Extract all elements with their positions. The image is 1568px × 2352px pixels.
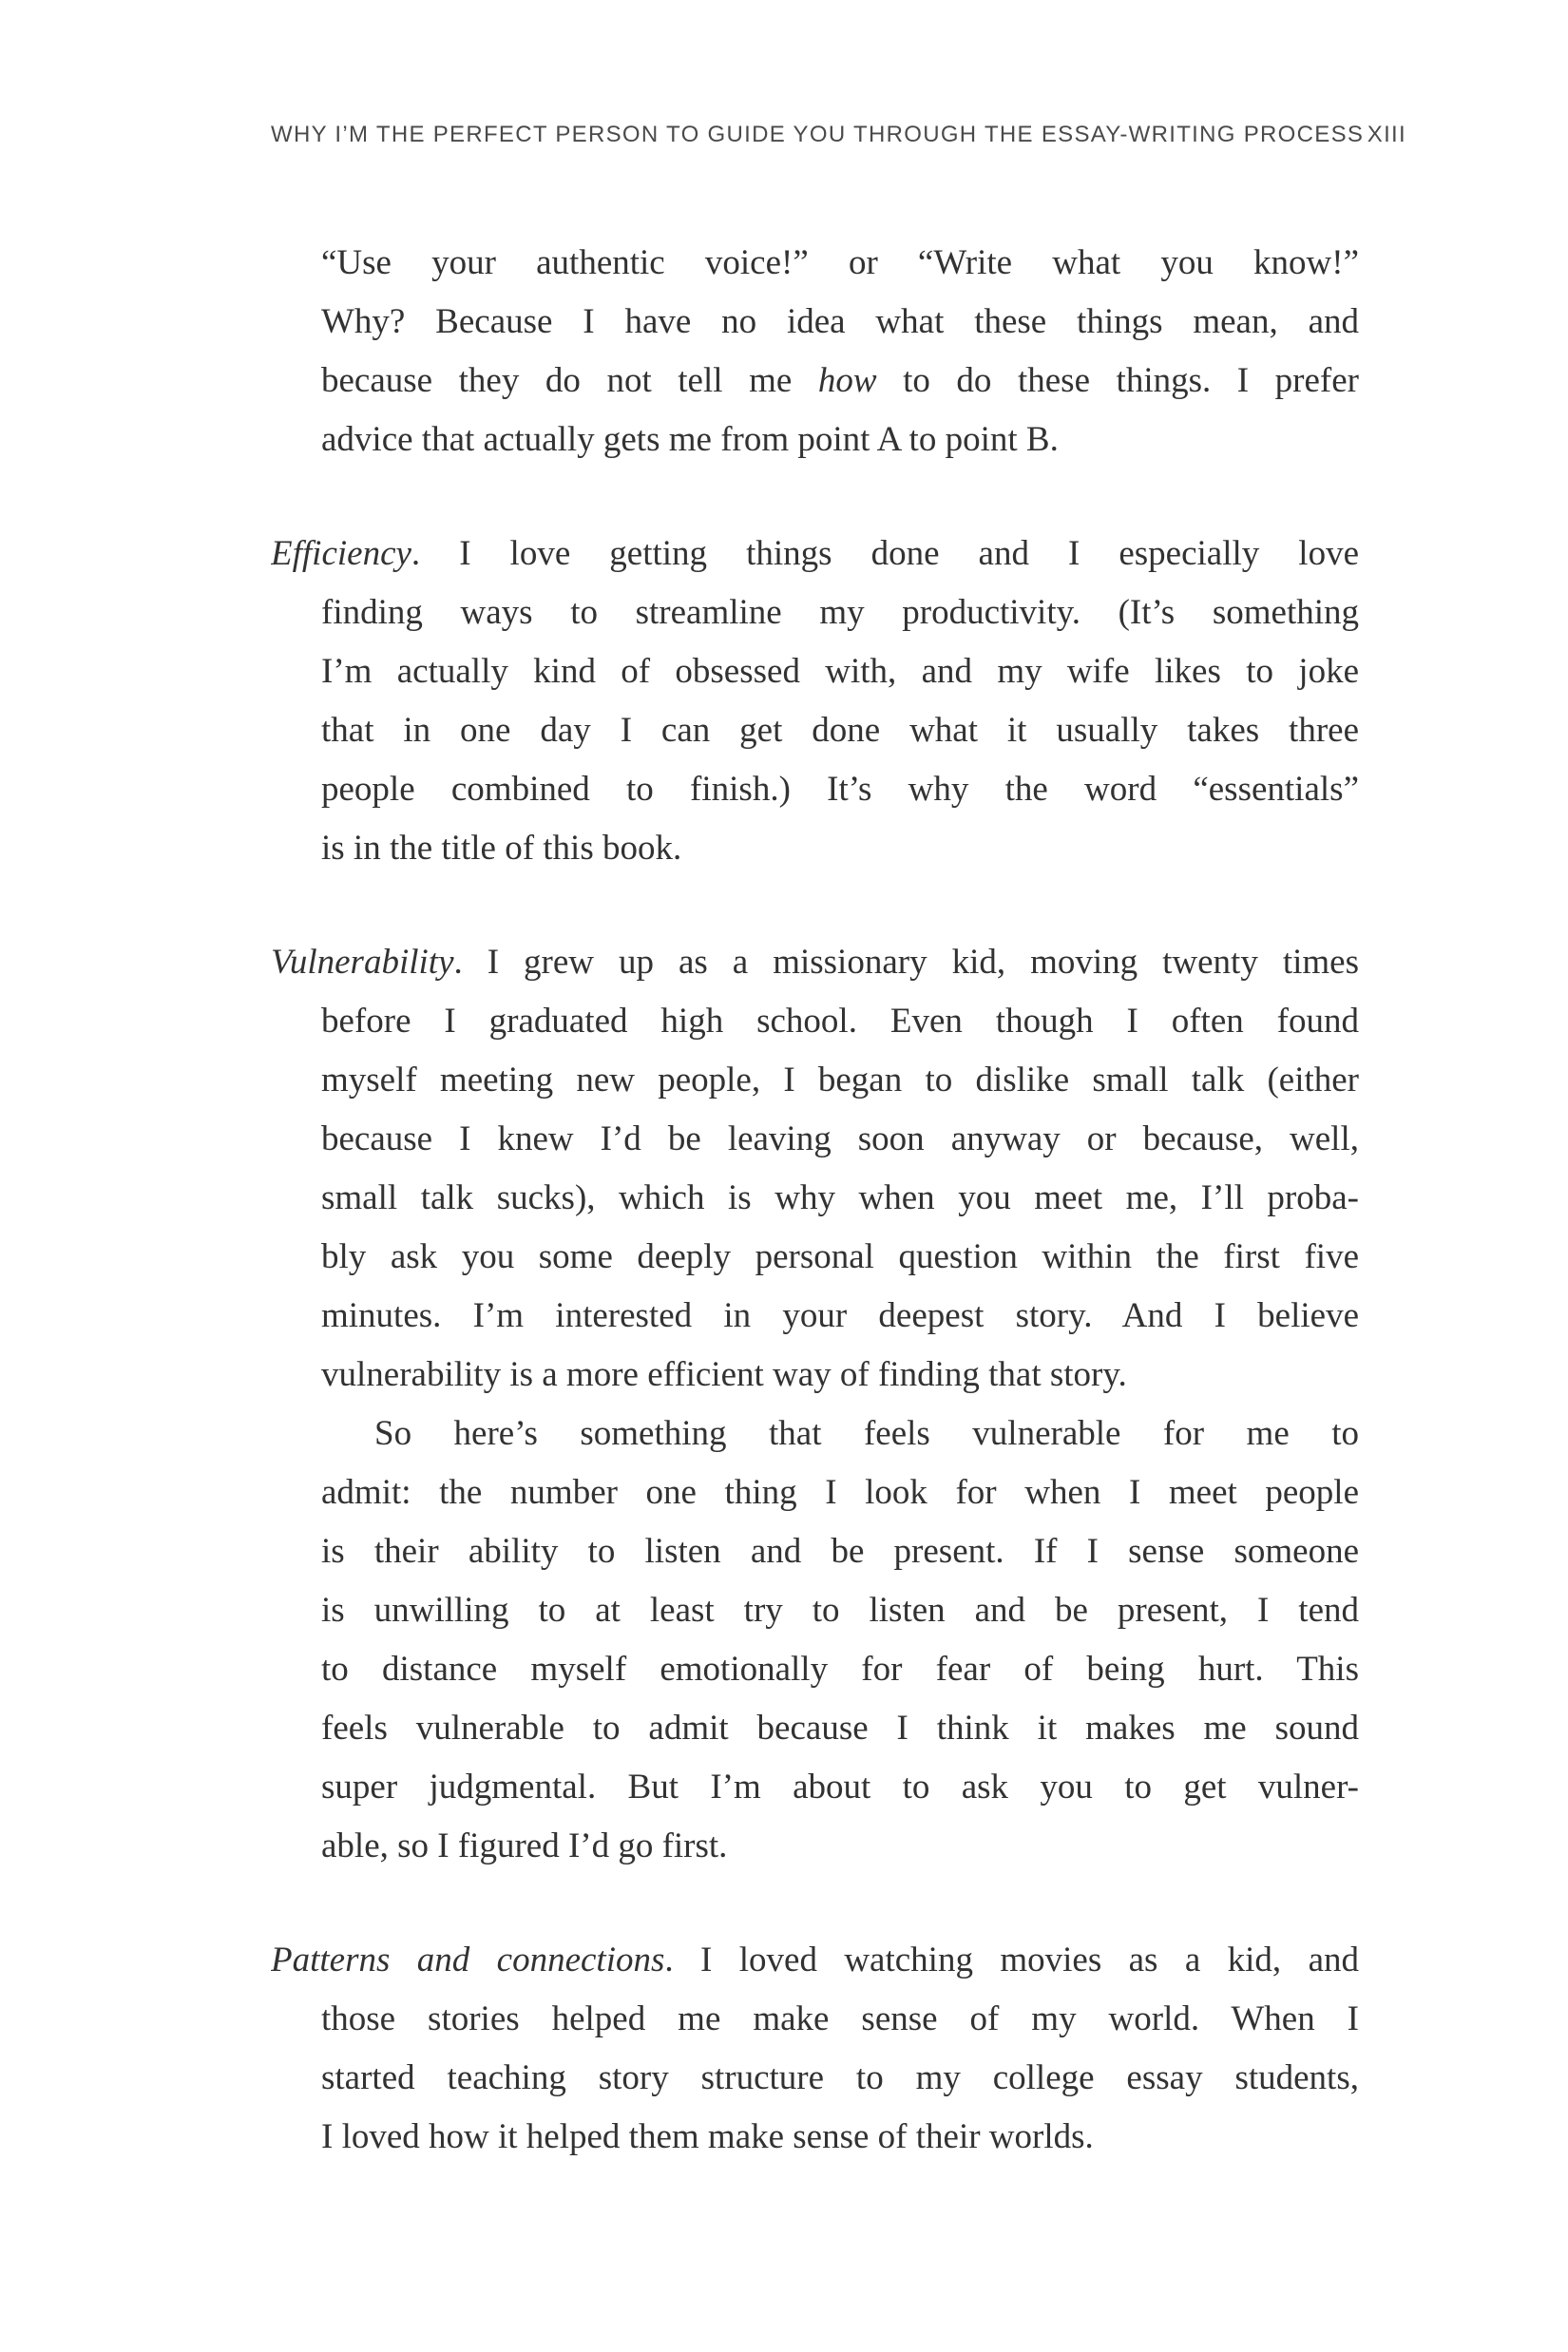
- text-line: [321, 701, 1359, 760]
- text-segment: I’m actually kind of obsessed with, and my wife likes to joke: [321, 652, 1359, 691]
- paragraph: [271, 1405, 1359, 1876]
- text-segment: is in the title of this book.: [321, 829, 682, 868]
- text-line: [321, 1699, 1359, 1758]
- text-segment: because I knew I’d be leaving soon anyway or because, well,: [321, 1119, 1359, 1158]
- text-segment: feels vulnerable to admit because I think it makes me sound: [321, 1709, 1359, 1748]
- text-line: [321, 1169, 1359, 1228]
- text-line: [321, 1110, 1359, 1169]
- running-head-title: WHY I’M THE PERFECT PERSON TO GUIDE YOU THROUGH THE ESSAY-WRITING PROCESS: [271, 122, 1365, 147]
- text-segment: is unwilling to at least try to listen and be present, I tend: [321, 1591, 1359, 1630]
- page-number: XIII: [1367, 122, 1406, 147]
- paragraph: [271, 1931, 1359, 2167]
- text-line: [271, 1931, 1359, 1990]
- text-line: [321, 411, 1359, 469]
- text-line: [321, 1463, 1359, 1522]
- text-line: [321, 1287, 1359, 1346]
- text-segment: that in one day I can get done what it usually takes three: [321, 711, 1359, 750]
- text-segment: So here’s something that feels vulnerable for me to: [374, 1414, 1359, 1453]
- text-segment: people combined to finish.) It’s why the word “essentials”: [321, 770, 1359, 809]
- text-line: [321, 992, 1359, 1051]
- text-segment: . I loved watching movies as a kid, and: [664, 1941, 1359, 1979]
- text-line: [321, 819, 1359, 878]
- text-segment: advice that actually gets me from point A to point B.: [321, 420, 1059, 459]
- text-segment: to do these things. I prefer: [876, 361, 1359, 400]
- paragraph: [271, 234, 1359, 469]
- text-segment: myself meeting new people, I began to dislike small talk (either: [321, 1061, 1359, 1100]
- text-line: [321, 2049, 1359, 2108]
- text-segment: super judgmental. But I’m about to ask you to get vulner-: [321, 1768, 1359, 1807]
- text-line: [321, 1990, 1359, 2049]
- italic-text-segment: Efficiency: [271, 534, 411, 573]
- text-line: [321, 1405, 1359, 1463]
- text-line: [321, 1522, 1359, 1581]
- italic-text-segment: Vulnerability: [271, 943, 454, 982]
- text-line: [321, 352, 1359, 411]
- paragraph: [271, 525, 1359, 878]
- text-segment: started teaching story structure to my college essay students,: [321, 2058, 1359, 2097]
- text-segment: finding ways to streamline my productivity. (It’s something: [321, 593, 1359, 632]
- text-line: [271, 525, 1359, 583]
- page-body: [271, 234, 1359, 2167]
- text-line: [321, 1228, 1359, 1287]
- text-line: [321, 1758, 1359, 1817]
- text-segment: bly ask you some deeply personal question within the first five: [321, 1237, 1359, 1276]
- italic-text-segment: how: [817, 361, 877, 400]
- text-line: [321, 760, 1359, 819]
- text-segment: “Use your authentic voice!” or “Write what you know!”: [321, 243, 1359, 282]
- paragraph: [271, 933, 1359, 1405]
- text-segment: . I grew up as a missionary kid, moving twenty times: [453, 943, 1359, 982]
- text-segment: . I love getting things done and I especially love: [411, 534, 1359, 573]
- text-line: [321, 1817, 1359, 1876]
- text-segment: to distance myself emotionally for fear of being hurt. This: [321, 1650, 1359, 1689]
- text-segment: vulnerability is a more efficient way of finding that story.: [321, 1355, 1127, 1394]
- text-segment: small talk sucks), which is why when you meet me, I’ll proba-: [321, 1178, 1359, 1217]
- text-line: [321, 1581, 1359, 1640]
- text-segment: I loved how it helped them make sense of their worlds.: [321, 2117, 1094, 2156]
- text-line: [321, 583, 1359, 642]
- text-segment: is their ability to listen and be present. If I sense someone: [321, 1532, 1359, 1571]
- italic-text-segment: Patterns and connections: [271, 1941, 665, 1979]
- text-line: [321, 1346, 1359, 1405]
- text-segment: those stories helped me make sense of my world. When I: [321, 1999, 1359, 2038]
- text-segment: Why? Because I have no idea what these things mean, and: [321, 302, 1359, 341]
- text-segment: able, so I figured I’d go first.: [321, 1826, 728, 1865]
- text-segment: before I graduated high school. Even though I often found: [321, 1002, 1359, 1041]
- text-line: [321, 642, 1359, 701]
- text-line: [321, 1640, 1359, 1699]
- text-segment: admit: the number one thing I look for when I meet people: [321, 1473, 1359, 1512]
- text-segment: minutes. I’m interested in your deepest story. And I believe: [321, 1296, 1359, 1335]
- running-head: [271, 122, 1365, 152]
- text-line: [321, 2108, 1359, 2167]
- text-line: [271, 933, 1359, 992]
- text-line: [321, 1051, 1359, 1110]
- text-line: [321, 234, 1359, 293]
- text-segment: because they do not tell me: [321, 361, 818, 400]
- text-line: [321, 293, 1359, 352]
